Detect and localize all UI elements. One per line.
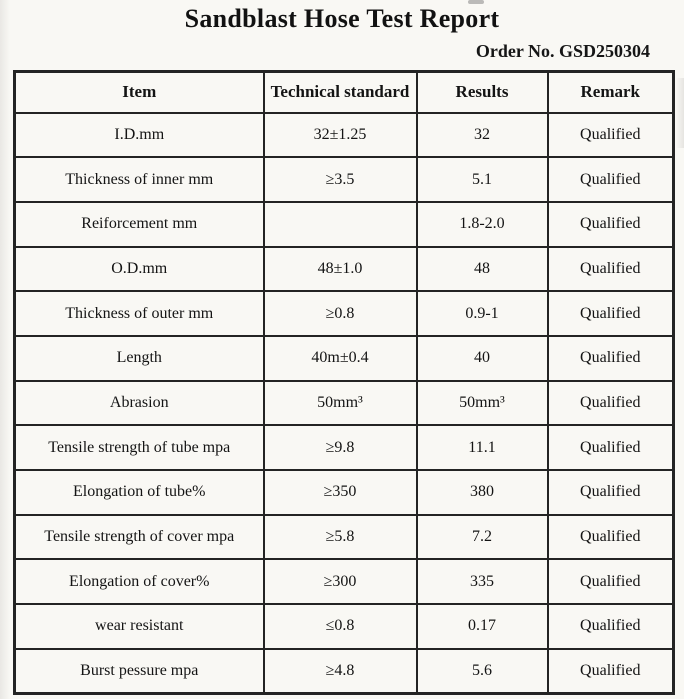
remark-cell: Qualified — [548, 202, 674, 247]
item-cell: I.D.mm — [15, 113, 264, 158]
remark-cell: Qualified — [548, 336, 674, 381]
remark-cell: Qualified — [548, 113, 674, 158]
result-cell: 1.8-2.0 — [417, 202, 548, 247]
table-row — [15, 470, 674, 515]
table-row — [15, 649, 674, 694]
table-row — [15, 425, 674, 470]
item-cell: Reiforcement mm — [15, 202, 264, 247]
table-row — [15, 113, 674, 158]
remark-cell: Qualified — [548, 247, 674, 292]
header-standard: Technical standard — [264, 72, 417, 113]
standard-cell: 32±1.25 — [264, 113, 417, 158]
result-cell: 5.1 — [417, 157, 548, 202]
item-cell: Abrasion — [15, 381, 264, 426]
scan-edge-shade — [0, 0, 10, 699]
result-cell: 0.17 — [417, 604, 548, 649]
item-cell: Tensile strength of cover mpa — [15, 515, 264, 560]
result-cell: 0.9-1 — [417, 291, 548, 336]
header-row — [15, 72, 674, 113]
result-cell: 380 — [417, 470, 548, 515]
remark-cell: Qualified — [548, 381, 674, 426]
standard-cell: ≥5.8 — [264, 515, 417, 560]
table-row — [15, 291, 674, 336]
remark-cell: Qualified — [548, 649, 674, 694]
standard-cell: ≥3.5 — [264, 157, 417, 202]
item-cell: Thickness of outer mm — [15, 291, 264, 336]
table-row — [15, 604, 674, 649]
order-number: Order No. GSD250304 — [475, 41, 650, 61]
table-row — [15, 247, 674, 292]
result-cell: 50mm³ — [417, 381, 548, 426]
standard-cell: ≥300 — [264, 559, 417, 604]
standard-cell — [264, 202, 417, 247]
header-item: Item — [15, 72, 264, 113]
item-cell: Tensile strength of tube mpa — [15, 425, 264, 470]
item-cell: wear resistant — [15, 604, 264, 649]
remark-cell: Qualified — [548, 425, 674, 470]
standard-cell: ≥4.8 — [264, 649, 417, 694]
result-cell: 7.2 — [417, 515, 548, 560]
table-row — [15, 336, 674, 381]
item-cell: Burst pessure mpa — [15, 649, 264, 694]
remark-cell: Qualified — [548, 291, 674, 336]
remark-cell: Qualified — [548, 515, 674, 560]
item-cell: O.D.mm — [15, 247, 264, 292]
result-cell: 32 — [417, 113, 548, 158]
remark-cell: Qualified — [548, 604, 674, 649]
standard-cell: 48±1.0 — [264, 247, 417, 292]
result-cell: 48 — [417, 247, 548, 292]
result-cell: 11.1 — [417, 425, 548, 470]
remark-cell: Qualified — [548, 559, 674, 604]
page-title: Sandblast Hose Test Report — [184, 4, 500, 33]
table-row — [15, 202, 674, 247]
table-row — [15, 559, 674, 604]
header-results: Results — [417, 72, 548, 113]
table-row — [15, 381, 674, 426]
item-cell: Length — [15, 336, 264, 381]
remark-cell: Qualified — [548, 470, 674, 515]
standard-cell: ≥0.8 — [264, 291, 417, 336]
item-cell: Thickness of inner mm — [15, 157, 264, 202]
table-row — [15, 157, 674, 202]
scan-edge-shade — [676, 78, 684, 148]
result-cell: 40 — [417, 336, 548, 381]
standard-cell: ≤0.8 — [264, 604, 417, 649]
test-report-table — [13, 70, 675, 695]
header-remark: Remark — [548, 72, 674, 113]
result-cell: 5.6 — [417, 649, 548, 694]
table-row — [15, 515, 674, 560]
standard-cell: 50mm³ — [264, 381, 417, 426]
remark-cell: Qualified — [548, 157, 674, 202]
standard-cell: ≥350 — [264, 470, 417, 515]
standard-cell: ≥9.8 — [264, 425, 417, 470]
standard-cell: 40m±0.4 — [264, 336, 417, 381]
item-cell: Elongation of cover% — [15, 559, 264, 604]
result-cell: 335 — [417, 559, 548, 604]
item-cell: Elongation of tube% — [15, 470, 264, 515]
